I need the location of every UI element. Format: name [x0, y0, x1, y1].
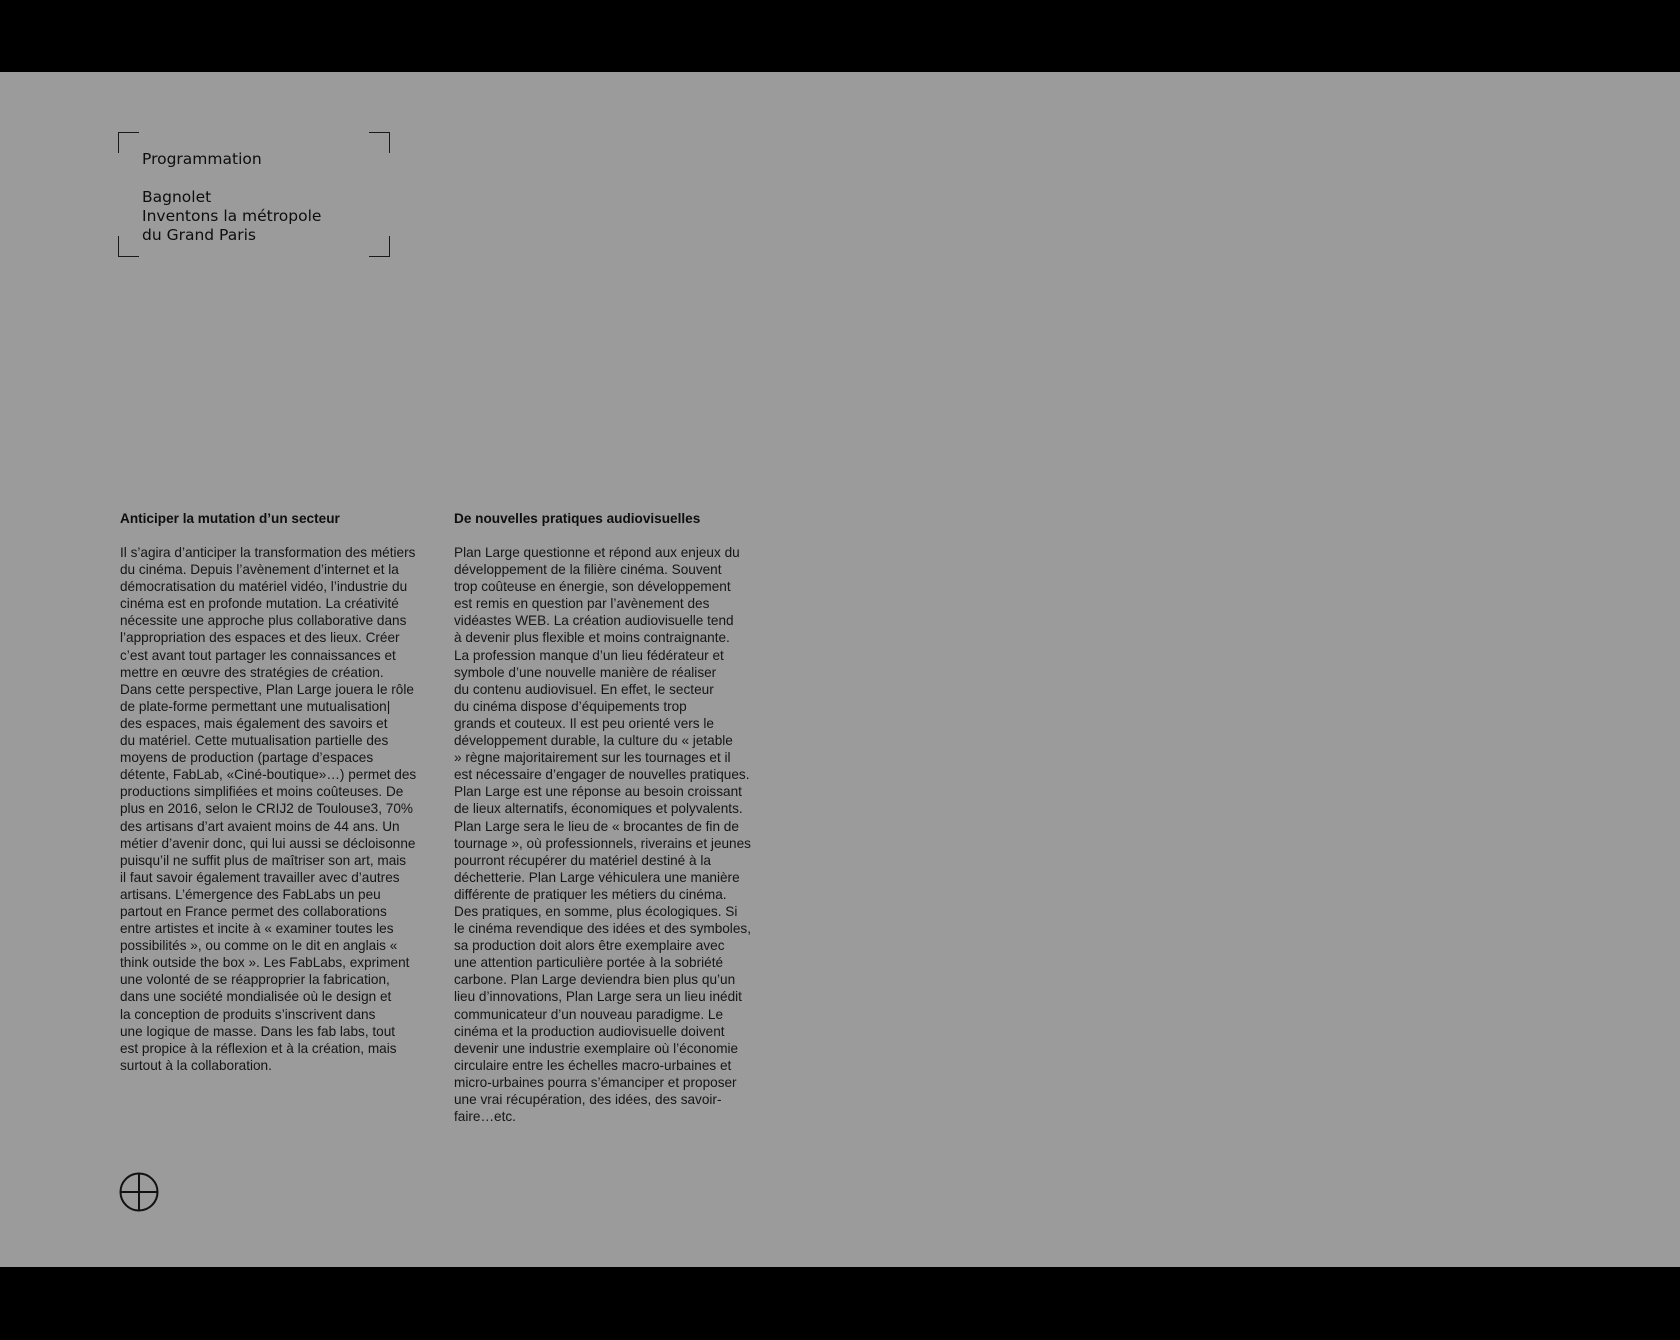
crop-mark-bottom-right	[369, 236, 390, 257]
title-block	[118, 132, 390, 257]
column-body: Plan Large questionne et répond aux enjeux du développement de la filière cinéma. Souvent trop coûteuse en énergie, son développement est remis en question par l’avènement des vidéastes WEB. La création audiovisuelle tend à devenir plus flexible et moins contraignante. La profession manque d’un lieu fédérateur et symbole d’une nouvelle manière de réaliser du contenu audiovisuel. En effet, le secteur du cinéma dispose d’équipements trop grands et couteux. Il est peu orienté vers le développement durable, la culture du « jetable » règne majoritairement sur les tournages et il est nécessaire d’engager de nouvelles pratiques. Plan Large est une réponse au besoin croissant de lieux alternatifs, économiques et polyvalents. Plan Large sera le lieu de « brocantes de fin de tournage », où professionnels, riverains et jeunes pourront récupérer du matériel destiné à la déchetterie. Plan Large véhiculera une manière différente de pratiquer les métiers du cinéma. Des pratiques, en somme, plus écologiques. Si le cinéma revendique des idées et des symboles, sa production doit alors être exemplaire avec une attention particulière portée à la sobriété carbone. Plan Large deviendra bien plus qu’un lieu d’innovations, Plan Large sera un lieu inédit communicateur d’un nouveau paradigme. Le cinéma et la production audiovisuelle doivent devenir une industrie exemplaire où l’économie circulaire entre les échelles macro-urbaines et micro-urbaines pourra s’émanciper et proposer une vrai récupération, des idées, des savoir- faire…etc.	[454, 545, 751, 1125]
crop-mark-bottom-left	[118, 236, 139, 257]
location-line-city: Bagnolet	[142, 188, 212, 206]
top-letterbox-bar	[0, 0, 1680, 72]
text-column-right	[454, 510, 776, 1125]
circle-crosshair-logo-icon	[119, 1172, 159, 1212]
document-page	[0, 72, 1680, 1267]
bottom-letterbox-bar	[0, 1267, 1680, 1340]
title-text	[142, 150, 321, 245]
section-label: Programmation	[142, 150, 262, 168]
crop-mark-top-right	[369, 132, 390, 153]
column-body: Il s’agira d’anticiper la transformation des métiers du cinéma. Depuis l’avènement d’internet et la démocratisation du matériel vidéo, l’industrie du cinéma est en profonde mutation. La créativité nécessite une approche plus collaborative dans l’appropriation des espaces et des lieux. Créer c’est avant tout partager les connaissances et mettre en œuvre des stratégies de création. Dans cette perspective, Plan Large jouera le rôle de plate-forme permettant une mutualisation| des espaces, mais également des savoirs et du matériel. Cette mutualisation partielle des moyens de production (partage d’espaces détente, FabLab, «Ciné-boutique»…) permet des productions simplifiées et moins coûteuses. De plus en 2016, selon le CRIJ2 de Toulouse3, 70% des artisans d’art avaient moins de 44 ans. Un métier d’avenir donc, qui lui aussi se décloisonne puisqu’il ne suffit plus de maîtriser son art, mais il faut savoir également travailler avec d’autres artisans. L’émergence des FabLabs un peu partout en France permet des collaborations entre artistes et incite à « examiner toutes les possibilités », ou comme on le dit en anglais « think outside the box ». Les FabLabs, expriment une volonté de se réapproprier la fabrication, dans une société mondialisée où le design et la conception de produits s’inscrivent dans une logique de masse. Dans les fab labs, tout est propice à la réflexion et à la création, mais surtout à la collaboration.	[120, 545, 417, 1073]
location-line-region: du Grand Paris	[142, 226, 256, 244]
location-line-project: Inventons la métropole	[142, 207, 322, 225]
crop-mark-top-left	[118, 132, 139, 153]
column-heading: Anticiper la mutation d’un secteur	[120, 511, 340, 526]
column-heading: De nouvelles pratiques audiovisuelles	[454, 511, 701, 526]
text-column-left	[120, 510, 442, 1074]
